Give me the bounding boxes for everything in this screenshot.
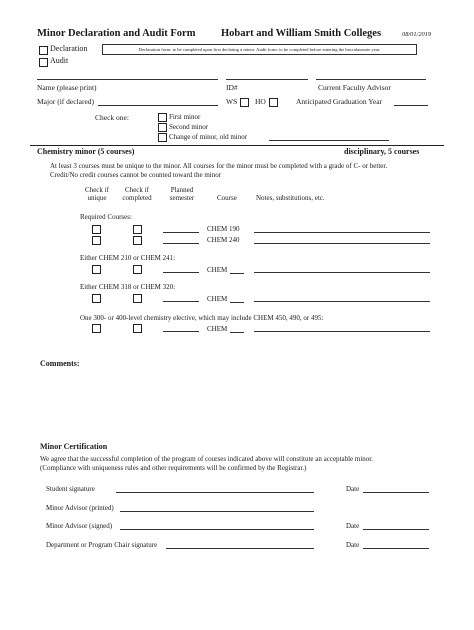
grad-year-field[interactable] xyxy=(394,105,428,106)
student-signature-field[interactable] xyxy=(116,492,314,493)
course-name: CHEM 240 xyxy=(207,236,240,244)
form-instructions-note: Declaration form: to be completed upon first declaring a minor. Audit form: to be completed before entering the baccalaureate year. xyxy=(102,44,417,55)
notes-field[interactable] xyxy=(254,331,430,332)
comments-area[interactable] xyxy=(40,372,430,432)
college-name: Hobart and William Smith Colleges xyxy=(221,28,382,39)
first-minor-checkbox[interactable] xyxy=(158,113,167,122)
completed-checkbox[interactable] xyxy=(133,265,142,274)
planned-semester-field[interactable] xyxy=(163,331,199,332)
name-label: Name (please print) xyxy=(37,83,97,92)
change-minor-label: Change of minor, old minor xyxy=(169,133,248,141)
date-label: Date xyxy=(346,522,360,530)
unique-checkbox[interactable] xyxy=(92,265,101,274)
second-minor-checkbox[interactable] xyxy=(158,123,167,132)
first-minor-label: First minor xyxy=(169,113,201,121)
advisor-field[interactable] xyxy=(316,79,426,80)
planned-semester-field[interactable] xyxy=(163,272,199,273)
ws-checkbox[interactable] xyxy=(240,98,249,107)
check-one-label: Check one: xyxy=(95,113,129,122)
elective-label: One 300- or 400-level chemistry elective, which may include CHEM 450, 490, or 495: xyxy=(80,314,324,322)
id-label: ID# xyxy=(226,83,238,92)
course-prefix: CHEM xyxy=(207,295,228,303)
section-divider xyxy=(30,145,444,146)
date-field[interactable] xyxy=(363,548,429,549)
certification-text-2: (Compliance with uniqueness rules and other requirements will be confirmed by the Registrar.) xyxy=(40,464,307,472)
course-number-field[interactable] xyxy=(230,302,244,303)
name-field[interactable] xyxy=(37,79,218,80)
col-notes-header: Notes, substitutions, etc. xyxy=(256,194,325,202)
second-minor-label: Second minor xyxy=(169,123,209,131)
course-prefix: CHEM xyxy=(207,325,228,333)
completed-checkbox[interactable] xyxy=(133,294,142,303)
date-label: Date xyxy=(346,541,360,549)
major-field[interactable] xyxy=(98,105,218,106)
grad-year-label: Anticipated Graduation Year xyxy=(296,97,383,106)
course-number-field[interactable] xyxy=(230,273,244,274)
either-1-label: Either CHEM 210 or CHEM 241: xyxy=(80,254,176,262)
date-field[interactable] xyxy=(363,492,429,493)
date-field[interactable] xyxy=(363,529,429,530)
audit-label: Audit xyxy=(50,56,69,65)
advisor-signed-label: Minor Advisor (signed) xyxy=(46,522,113,530)
col-unique-header: Check if unique xyxy=(85,186,109,202)
required-courses-label: Required Courses: xyxy=(80,213,132,221)
declaration-checkbox[interactable] xyxy=(39,46,48,55)
ho-checkbox[interactable] xyxy=(269,98,278,107)
declaration-label: Declaration xyxy=(50,44,88,53)
chair-signature-label: Department or Program Chair signature xyxy=(46,541,158,549)
form-title: Minor Declaration and Audit Form xyxy=(37,28,196,39)
col-completed-header: Check if completed xyxy=(122,186,152,202)
major-label: Major (if declared) xyxy=(37,97,95,106)
date-label: Date xyxy=(346,485,360,493)
minor-instructions-1: At least 3 courses must be unique to the minor. All courses for the minor must be completed with a grade of C- or better. xyxy=(50,162,388,170)
completed-checkbox[interactable] xyxy=(133,225,142,234)
notes-field[interactable] xyxy=(254,272,430,273)
col-planned-header: Planned semester xyxy=(169,186,195,202)
chair-signature-field[interactable] xyxy=(166,548,314,549)
completed-checkbox[interactable] xyxy=(133,236,142,245)
old-minor-field[interactable] xyxy=(269,140,389,141)
course-number-field[interactable] xyxy=(230,332,244,333)
audit-checkbox[interactable] xyxy=(39,58,48,67)
unique-checkbox[interactable] xyxy=(92,324,101,333)
comments-label: Comments: xyxy=(40,359,80,368)
advisor-label: Current Faculty Advisor xyxy=(318,83,391,92)
completed-checkbox[interactable] xyxy=(133,324,142,333)
unique-checkbox[interactable] xyxy=(92,294,101,303)
notes-field[interactable] xyxy=(254,243,430,244)
certification-text-1: We agree that the successful completion of the program of courses indicated above will constitute an acceptable minor. xyxy=(40,455,373,463)
advisor-printed-field[interactable] xyxy=(120,511,314,512)
minor-title: Chemistry minor (5 courses) xyxy=(37,147,135,156)
certification-title: Minor Certification xyxy=(40,442,108,451)
id-field[interactable] xyxy=(226,79,308,80)
form-date: 08/01/2019 xyxy=(402,31,432,38)
either-2-label: Either CHEM 318 or CHEM 320: xyxy=(80,283,176,291)
notes-field[interactable] xyxy=(254,301,430,302)
planned-semester-field[interactable] xyxy=(163,232,199,233)
col-course-header: Course xyxy=(217,194,237,202)
course-name: CHEM 190 xyxy=(207,225,240,233)
ws-label: WS xyxy=(226,97,238,106)
advisor-printed-label: Minor Advisor (printed) xyxy=(46,504,114,512)
minor-instructions-2: Credit/No credit courses cannot be counted toward the minor xyxy=(50,171,222,179)
ho-label: HO xyxy=(255,97,266,106)
student-signature-label: Student signature xyxy=(46,485,95,493)
minor-subtitle: disciplinary, 5 courses xyxy=(344,147,420,156)
planned-semester-field[interactable] xyxy=(163,301,199,302)
planned-semester-field[interactable] xyxy=(163,243,199,244)
unique-checkbox[interactable] xyxy=(92,225,101,234)
notes-field[interactable] xyxy=(254,232,430,233)
unique-checkbox[interactable] xyxy=(92,236,101,245)
course-prefix: CHEM xyxy=(207,266,228,274)
change-minor-checkbox[interactable] xyxy=(158,133,167,142)
advisor-signed-field[interactable] xyxy=(120,529,314,530)
